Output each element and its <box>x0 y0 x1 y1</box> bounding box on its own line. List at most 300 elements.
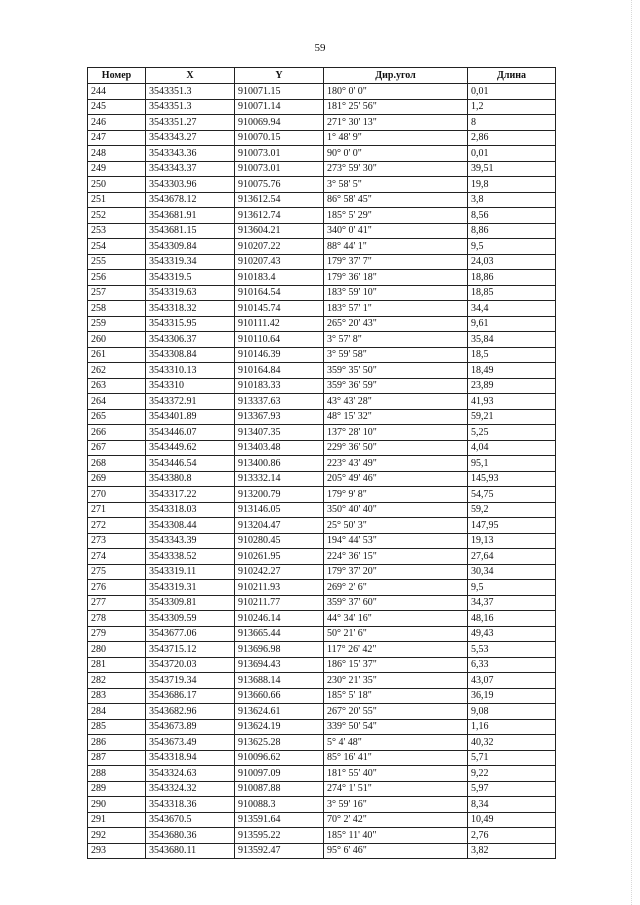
cell-y: 910075.76 <box>235 177 324 193</box>
cell-direction-angle: 269° 2' 6" <box>324 580 468 596</box>
cell-direction-angle: 205° 49' 46" <box>324 471 468 487</box>
cell-direction-angle: 186° 15' 37" <box>324 657 468 673</box>
cell-number: 271 <box>88 502 146 518</box>
cell-y: 910211.77 <box>235 595 324 611</box>
cell-length: 3,82 <box>468 843 556 859</box>
cell-length: 6,33 <box>468 657 556 673</box>
cell-y: 910096.62 <box>235 750 324 766</box>
cell-number: 266 <box>88 425 146 441</box>
table-body <box>88 84 556 859</box>
cell-number: 281 <box>88 657 146 673</box>
cell-length: 1,16 <box>468 719 556 735</box>
table-row <box>88 735 556 751</box>
cell-number: 274 <box>88 549 146 565</box>
cell-length: 19,8 <box>468 177 556 193</box>
cell-direction-angle: 274° 1' 51" <box>324 781 468 797</box>
cell-y: 913146.05 <box>235 502 324 518</box>
cell-direction-angle: 70° 2' 42" <box>324 812 468 828</box>
cell-x: 3543318.32 <box>146 301 235 317</box>
cell-direction-angle: 340° 0' 41" <box>324 223 468 239</box>
cell-length: 8,56 <box>468 208 556 224</box>
cell-number: 270 <box>88 487 146 503</box>
cell-y: 913407.35 <box>235 425 324 441</box>
margin-dotted-line <box>630 0 632 905</box>
cell-x: 3543446.07 <box>146 425 235 441</box>
cell-length: 18,49 <box>468 363 556 379</box>
cell-length: 4,04 <box>468 440 556 456</box>
table-row <box>88 99 556 115</box>
cell-x: 3543309.59 <box>146 611 235 627</box>
table-row <box>88 781 556 797</box>
cell-direction-angle: 1° 48' 9" <box>324 130 468 146</box>
cell-y: 913665.44 <box>235 626 324 642</box>
cell-length: 40,32 <box>468 735 556 751</box>
table-row <box>88 115 556 131</box>
table-row <box>88 177 556 193</box>
header-y: Y <box>235 68 324 84</box>
cell-length: 8,86 <box>468 223 556 239</box>
cell-number: 267 <box>88 440 146 456</box>
cell-direction-angle: 95° 6' 46" <box>324 843 468 859</box>
cell-number: 282 <box>88 673 146 689</box>
cell-direction-angle: 50° 21' 6" <box>324 626 468 642</box>
cell-x: 3543715.12 <box>146 642 235 658</box>
cell-number: 273 <box>88 533 146 549</box>
cell-x: 3543324.32 <box>146 781 235 797</box>
cell-y: 910097.09 <box>235 766 324 782</box>
header-length: Длина <box>468 68 556 84</box>
cell-x: 3543686.17 <box>146 688 235 704</box>
cell-y: 913591.64 <box>235 812 324 828</box>
cell-y: 913200.79 <box>235 487 324 503</box>
cell-direction-angle: 183° 57' 1" <box>324 301 468 317</box>
cell-y: 910207.22 <box>235 239 324 255</box>
table-row <box>88 750 556 766</box>
table-row <box>88 456 556 472</box>
cell-length: 34,37 <box>468 595 556 611</box>
cell-length: 3,8 <box>468 192 556 208</box>
cell-direction-angle: 180° 0' 0" <box>324 84 468 100</box>
cell-number: 277 <box>88 595 146 611</box>
cell-direction-angle: 179° 37' 7" <box>324 254 468 270</box>
cell-x: 3543670.5 <box>146 812 235 828</box>
cell-number: 278 <box>88 611 146 627</box>
cell-y: 910261.95 <box>235 549 324 565</box>
table-row <box>88 843 556 859</box>
cell-y: 913612.54 <box>235 192 324 208</box>
cell-x: 3543372.91 <box>146 394 235 410</box>
cell-direction-angle: 185° 11' 40" <box>324 828 468 844</box>
cell-direction-angle: 179° 9' 8" <box>324 487 468 503</box>
page-number: 59 <box>314 42 326 54</box>
cell-number: 248 <box>88 146 146 162</box>
cell-number: 283 <box>88 688 146 704</box>
cell-number: 246 <box>88 115 146 131</box>
cell-y: 910071.14 <box>235 99 324 115</box>
cell-y: 913592.47 <box>235 843 324 859</box>
cell-x: 3543319.11 <box>146 564 235 580</box>
cell-direction-angle: 183° 59' 10" <box>324 285 468 301</box>
cell-x: 3543308.84 <box>146 347 235 363</box>
cell-x: 3543677.06 <box>146 626 235 642</box>
cell-direction-angle: 265° 20' 43" <box>324 316 468 332</box>
cell-direction-angle: 181° 55' 40" <box>324 766 468 782</box>
cell-length: 0,01 <box>468 146 556 162</box>
cell-number: 262 <box>88 363 146 379</box>
cell-y: 913660.66 <box>235 688 324 704</box>
cell-number: 253 <box>88 223 146 239</box>
cell-number: 291 <box>88 812 146 828</box>
cell-number: 245 <box>88 99 146 115</box>
cell-y: 910164.84 <box>235 363 324 379</box>
cell-number: 251 <box>88 192 146 208</box>
cell-x: 3543719.34 <box>146 673 235 689</box>
table-row <box>88 316 556 332</box>
cell-x: 3543343.39 <box>146 533 235 549</box>
table-row <box>88 812 556 828</box>
cell-direction-angle: 44° 34' 16" <box>324 611 468 627</box>
cell-number: 293 <box>88 843 146 859</box>
cell-number: 249 <box>88 161 146 177</box>
table-row <box>88 347 556 363</box>
cell-y: 910183.4 <box>235 270 324 286</box>
cell-length: 9,22 <box>468 766 556 782</box>
table-row <box>88 797 556 813</box>
cell-x: 3543681.91 <box>146 208 235 224</box>
cell-length: 8 <box>468 115 556 131</box>
cell-y: 913595.22 <box>235 828 324 844</box>
cell-x: 3543303.96 <box>146 177 235 193</box>
cell-direction-angle: 359° 37' 60" <box>324 595 468 611</box>
cell-x: 3543343.37 <box>146 161 235 177</box>
cell-direction-angle: 223° 43' 49" <box>324 456 468 472</box>
cell-x: 3543720.03 <box>146 657 235 673</box>
cell-number: 286 <box>88 735 146 751</box>
cell-length: 18,85 <box>468 285 556 301</box>
cell-length: 59,21 <box>468 409 556 425</box>
cell-length: 2,76 <box>468 828 556 844</box>
cell-direction-angle: 3° 59' 58" <box>324 347 468 363</box>
cell-direction-angle: 350° 40' 40" <box>324 502 468 518</box>
cell-direction-angle: 339° 50' 54" <box>324 719 468 735</box>
cell-y: 910280.45 <box>235 533 324 549</box>
header-number: Номер <box>88 68 146 84</box>
cell-number: 252 <box>88 208 146 224</box>
cell-number: 275 <box>88 564 146 580</box>
cell-x: 3543309.81 <box>146 595 235 611</box>
table-row <box>88 595 556 611</box>
cell-number: 257 <box>88 285 146 301</box>
cell-direction-angle: 3° 59' 16" <box>324 797 468 813</box>
table-row <box>88 239 556 255</box>
cell-y: 913332.14 <box>235 471 324 487</box>
table-row <box>88 440 556 456</box>
cell-y: 910070.15 <box>235 130 324 146</box>
table-row <box>88 828 556 844</box>
cell-y: 910111.42 <box>235 316 324 332</box>
cell-direction-angle: 271° 30' 13" <box>324 115 468 131</box>
cell-length: 54,75 <box>468 487 556 503</box>
cell-y: 910071.15 <box>235 84 324 100</box>
cell-y: 910164.54 <box>235 285 324 301</box>
cell-direction-angle: 224° 36' 15" <box>324 549 468 565</box>
cell-x: 3543678.12 <box>146 192 235 208</box>
table-row <box>88 642 556 658</box>
cell-x: 3543351.3 <box>146 84 235 100</box>
table-row <box>88 84 556 100</box>
table-row <box>88 394 556 410</box>
table-row <box>88 487 556 503</box>
cell-number: 285 <box>88 719 146 735</box>
cell-direction-angle: 179° 37' 20" <box>324 564 468 580</box>
cell-y: 913624.19 <box>235 719 324 735</box>
table-row <box>88 208 556 224</box>
table-row <box>88 285 556 301</box>
cell-y: 910069.94 <box>235 115 324 131</box>
cell-length: 41,93 <box>468 394 556 410</box>
cell-number: 244 <box>88 84 146 100</box>
cell-x: 3543317.22 <box>146 487 235 503</box>
table-row <box>88 580 556 596</box>
cell-number: 259 <box>88 316 146 332</box>
cell-direction-angle: 194° 44' 53" <box>324 533 468 549</box>
cell-length: 24,03 <box>468 254 556 270</box>
cell-y: 913688.14 <box>235 673 324 689</box>
table-row <box>88 301 556 317</box>
cell-direction-angle: 229° 36' 50" <box>324 440 468 456</box>
cell-length: 59,2 <box>468 502 556 518</box>
cell-y: 910088.3 <box>235 797 324 813</box>
cell-y: 913204.47 <box>235 518 324 534</box>
cell-direction-angle: 359° 36' 59" <box>324 378 468 394</box>
cell-number: 247 <box>88 130 146 146</box>
cell-length: 5,25 <box>468 425 556 441</box>
cell-direction-angle: 359° 35' 50" <box>324 363 468 379</box>
cell-length: 36,19 <box>468 688 556 704</box>
cell-length: 9,5 <box>468 239 556 255</box>
cell-x: 3543318.03 <box>146 502 235 518</box>
cell-y: 913337.63 <box>235 394 324 410</box>
table-row <box>88 549 556 565</box>
table-row <box>88 192 556 208</box>
cell-direction-angle: 267° 20' 55" <box>324 704 468 720</box>
cell-direction-angle: 179° 36' 18" <box>324 270 468 286</box>
cell-y: 910207.43 <box>235 254 324 270</box>
cell-number: 290 <box>88 797 146 813</box>
cell-x: 3543318.94 <box>146 750 235 766</box>
cell-length: 34,4 <box>468 301 556 317</box>
cell-number: 292 <box>88 828 146 844</box>
cell-length: 147,95 <box>468 518 556 534</box>
cell-length: 5,97 <box>468 781 556 797</box>
cell-x: 3543673.89 <box>146 719 235 735</box>
cell-x: 3543351.27 <box>146 115 235 131</box>
table-row <box>88 502 556 518</box>
cell-x: 3543680.11 <box>146 843 235 859</box>
cell-x: 3543315.95 <box>146 316 235 332</box>
table-row <box>88 626 556 642</box>
cell-x: 3543319.34 <box>146 254 235 270</box>
cell-number: 289 <box>88 781 146 797</box>
table-header-row <box>88 68 556 84</box>
table-row <box>88 425 556 441</box>
cell-y: 910087.88 <box>235 781 324 797</box>
cell-length: 23,89 <box>468 378 556 394</box>
cell-direction-angle: 137° 28' 10" <box>324 425 468 441</box>
cell-y: 913612.74 <box>235 208 324 224</box>
cell-x: 3543673.49 <box>146 735 235 751</box>
cell-direction-angle: 86° 58' 45" <box>324 192 468 208</box>
cell-length: 27,64 <box>468 549 556 565</box>
cell-y: 910110.64 <box>235 332 324 348</box>
table-row <box>88 533 556 549</box>
cell-number: 288 <box>88 766 146 782</box>
cell-direction-angle: 88° 44' 1" <box>324 239 468 255</box>
cell-length: 39,51 <box>468 161 556 177</box>
cell-x: 3543310 <box>146 378 235 394</box>
cell-direction-angle: 25° 50' 3" <box>324 518 468 534</box>
cell-y: 913624.61 <box>235 704 324 720</box>
cell-x: 3543446.54 <box>146 456 235 472</box>
cell-y: 910145.74 <box>235 301 324 317</box>
cell-length: 145,93 <box>468 471 556 487</box>
cell-direction-angle: 273° 59' 30" <box>324 161 468 177</box>
cell-x: 3543681.15 <box>146 223 235 239</box>
cell-x: 3543680.36 <box>146 828 235 844</box>
cell-number: 260 <box>88 332 146 348</box>
cell-direction-angle: 181° 25' 56" <box>324 99 468 115</box>
table-row <box>88 378 556 394</box>
cell-x: 3543309.84 <box>146 239 235 255</box>
cell-y: 913625.28 <box>235 735 324 751</box>
cell-length: 30,34 <box>468 564 556 580</box>
cell-number: 276 <box>88 580 146 596</box>
cell-y: 910146.39 <box>235 347 324 363</box>
cell-direction-angle: 43° 43' 28" <box>324 394 468 410</box>
coordinates-table <box>87 67 556 859</box>
cell-length: 18,86 <box>468 270 556 286</box>
cell-length: 5,71 <box>468 750 556 766</box>
cell-x: 3543319.5 <box>146 270 235 286</box>
cell-length: 9,5 <box>468 580 556 596</box>
cell-number: 279 <box>88 626 146 642</box>
cell-y: 910211.93 <box>235 580 324 596</box>
cell-number: 280 <box>88 642 146 658</box>
cell-length: 43,07 <box>468 673 556 689</box>
cell-y: 913367.93 <box>235 409 324 425</box>
cell-x: 3543380.8 <box>146 471 235 487</box>
cell-number: 265 <box>88 409 146 425</box>
table-row <box>88 518 556 534</box>
cell-number: 255 <box>88 254 146 270</box>
cell-length: 9,61 <box>468 316 556 332</box>
cell-number: 261 <box>88 347 146 363</box>
cell-direction-angle: 117° 26' 42" <box>324 642 468 658</box>
cell-direction-angle: 185° 5' 18" <box>324 688 468 704</box>
cell-length: 0,01 <box>468 84 556 100</box>
cell-x: 3543306.37 <box>146 332 235 348</box>
cell-y: 913604.21 <box>235 223 324 239</box>
cell-direction-angle: 3° 57' 8" <box>324 332 468 348</box>
cell-number: 258 <box>88 301 146 317</box>
cell-x: 3543682.96 <box>146 704 235 720</box>
cell-length: 49,43 <box>468 626 556 642</box>
cell-direction-angle: 185° 5' 29" <box>324 208 468 224</box>
cell-direction-angle: 3° 58' 5" <box>324 177 468 193</box>
cell-direction-angle: 90° 0' 0" <box>324 146 468 162</box>
cell-x: 3543310.13 <box>146 363 235 379</box>
cell-y: 913403.48 <box>235 440 324 456</box>
table-row <box>88 673 556 689</box>
cell-number: 284 <box>88 704 146 720</box>
cell-length: 18,5 <box>468 347 556 363</box>
cell-number: 269 <box>88 471 146 487</box>
cell-x: 3543318.36 <box>146 797 235 813</box>
cell-length: 2,86 <box>468 130 556 146</box>
cell-number: 287 <box>88 750 146 766</box>
cell-x: 3543324.63 <box>146 766 235 782</box>
cell-y: 910073.01 <box>235 146 324 162</box>
header-x: X <box>146 68 235 84</box>
cell-length: 48,16 <box>468 611 556 627</box>
cell-length: 35,84 <box>468 332 556 348</box>
table-row <box>88 657 556 673</box>
table-row <box>88 270 556 286</box>
table-row <box>88 688 556 704</box>
table-row <box>88 409 556 425</box>
table-row <box>88 161 556 177</box>
cell-length: 8,34 <box>468 797 556 813</box>
cell-direction-angle: 48° 15' 32" <box>324 409 468 425</box>
cell-x: 3543401.89 <box>146 409 235 425</box>
table-row <box>88 471 556 487</box>
cell-number: 264 <box>88 394 146 410</box>
cell-direction-angle: 230° 21' 35" <box>324 673 468 689</box>
cell-y: 910242.27 <box>235 564 324 580</box>
table-row <box>88 611 556 627</box>
table-row <box>88 704 556 720</box>
cell-y: 913696.98 <box>235 642 324 658</box>
cell-y: 910246.14 <box>235 611 324 627</box>
cell-x: 3543319.31 <box>146 580 235 596</box>
cell-length: 10,49 <box>468 812 556 828</box>
cell-length: 9,08 <box>468 704 556 720</box>
cell-x: 3543338.52 <box>146 549 235 565</box>
cell-number: 263 <box>88 378 146 394</box>
table-row <box>88 146 556 162</box>
header-direction-angle: Дир.угол <box>324 68 468 84</box>
cell-y: 913694.43 <box>235 657 324 673</box>
table-row <box>88 130 556 146</box>
table-row <box>88 719 556 735</box>
table-row <box>88 223 556 239</box>
cell-length: 1,2 <box>468 99 556 115</box>
cell-length: 19,13 <box>468 533 556 549</box>
cell-y: 913400.86 <box>235 456 324 472</box>
cell-x: 3543343.27 <box>146 130 235 146</box>
cell-number: 256 <box>88 270 146 286</box>
cell-number: 268 <box>88 456 146 472</box>
cell-y: 910183.33 <box>235 378 324 394</box>
table-row <box>88 332 556 348</box>
table-row <box>88 564 556 580</box>
cell-x: 3543343.36 <box>146 146 235 162</box>
table-row <box>88 363 556 379</box>
table-row <box>88 254 556 270</box>
cell-length: 5,53 <box>468 642 556 658</box>
cell-x: 3543308.44 <box>146 518 235 534</box>
cell-length: 95,1 <box>468 456 556 472</box>
